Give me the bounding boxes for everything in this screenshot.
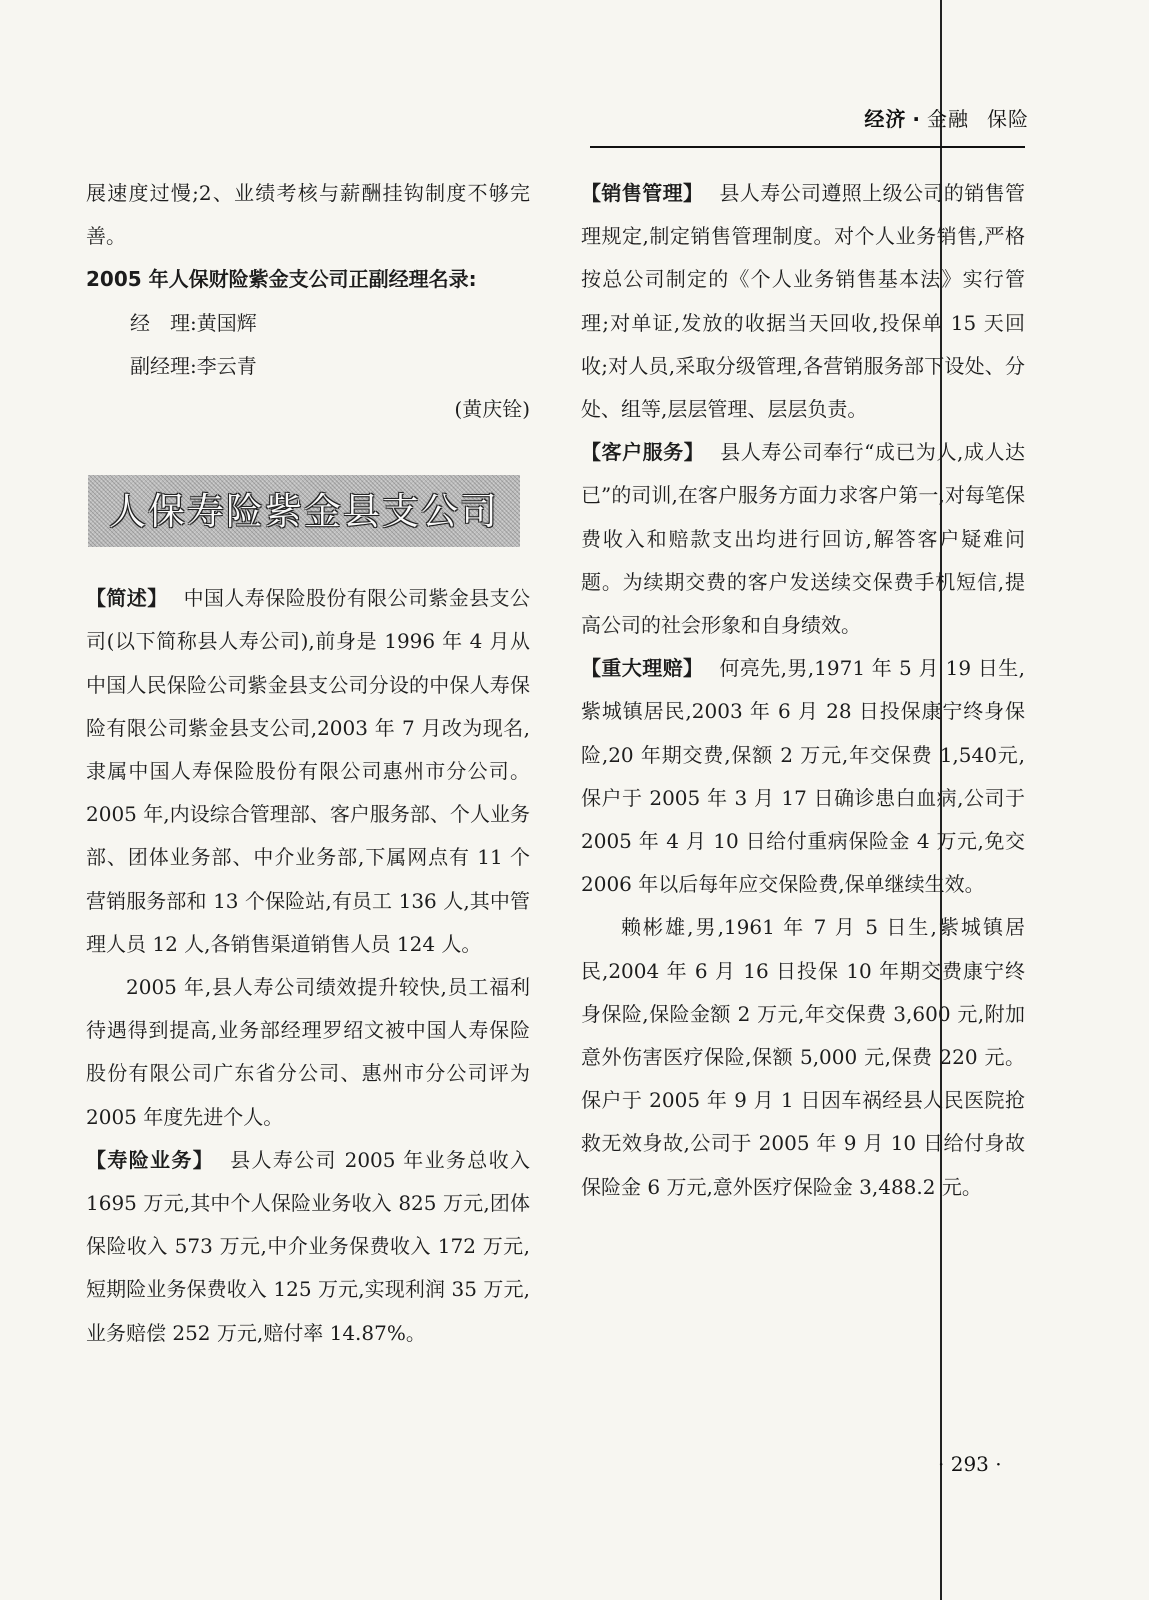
customer-service-text: 县人寿公司奉行“成已为人,成人达已”的司训,在客户服务方面力求客户第一,对每笔保费收入和赔款支出均进行回访,解答客户疑难问题。为续期交费的客户发送续交保费手机短信,提高公司的社会形象和自身绩效。	[581, 440, 1025, 638]
overview-paragraph	[86, 577, 530, 966]
major-claims-paragraph	[581, 647, 1025, 906]
header-rule	[590, 146, 1025, 148]
major-claims-paragraph-2: 赖彬雄,男,1961 年 7 月 5 日生,紫城镇居民,2004 年 6 月 16 日投保 10 年期交费康宁终身保险,保险金额 2 万元,年交保费 3,600 元,附加意外伤害医疗保险,保额 5,000 元,保费 220 元。保户于 2005 年 9 月 1 日因车祸经县人民医院抢救无效身故,公司于 2005 年 9 月 10 日给付身故保险金 6 万元,意外医疗保险金 3,488.2 元。	[581, 915, 1025, 1199]
life-business-text: 县人寿公司 2005 年业务总收入 1695 万元,其中个人保险业务收入 825 万元,团体保险收入 573 万元,中介业务保费收入 172 万元,短期险业务保费收入 125 万元,实现利润 35 万元,业务赔偿 252 万元,赔付率 14.87%。	[86, 1147, 530, 1345]
header-category-economy: 经济	[864, 107, 907, 131]
left-column	[86, 172, 530, 1355]
page-number: · 293 ·	[938, 1452, 1002, 1476]
section-banner-title: 人保寿险紫金县支公司	[109, 489, 499, 533]
sales-management-tag: 【销售管理】	[581, 181, 704, 205]
header-dot: ·	[912, 107, 921, 131]
running-header	[864, 103, 1029, 132]
life-business-tag: 【寿险业务】	[86, 1147, 215, 1172]
paragraph-continued: 展速度过慢;2、业绩考核与薪酬挂钩制度不够完善。	[86, 181, 530, 249]
overview-text: 中国人寿保险股份有限公司紫金县支公司(以下简称县人寿公司),前身是 1996 年 4 月从中国人民保险公司紫金县支公司分设的中保人寿保险有限公司紫金县支公司,2003 年 7 月改为现名,隶属中国人寿保险股份有限公司惠州市分公司。2005 年,内设综合管理部、客户服务部、个人业务部、团体业务部、中介业务部,下属网点有 11 个营销服务部和 13 个保险站,有员工 136 人,其中管理人员 12 人,各销售渠道销售人员 124 人。	[86, 586, 531, 956]
section-banner	[88, 475, 520, 547]
customer-service-paragraph	[581, 431, 1025, 647]
deputy-manager-name: 副经理:李云青	[130, 353, 257, 378]
customer-service-tag: 【客户服务】	[581, 440, 705, 465]
overview-tag: 【简述】	[86, 586, 168, 611]
major-claims-text: 何亮先,男,1971 年 5 月 19 日生,紫城镇居民,2003 年 6 月 28 日投保康宁终身保险,20 年期交费,保额 2 万元,年交保费 1,540元,保户于 2005 年 3 月 17 日确诊患白血病,公司于 2005 年 4 月 10 日给付重病保险金 4 万元,免交 2006 年以后每年应交保险费,保单继续生效。	[581, 656, 1025, 897]
life-business-paragraph	[86, 1139, 530, 1355]
major-claims-tag: 【重大理赔】	[581, 656, 704, 681]
achievements-paragraph: 2005 年,县人寿公司绩效提升较快,员工福利待遇得到提高,业务部经理罗绍文被中国人寿保险股份有限公司广东省分公司、惠州市分公司评为 2005 年度先进个人。	[86, 975, 530, 1129]
header-category-finance: 金融	[927, 107, 969, 131]
sales-management-paragraph	[581, 172, 1025, 431]
author-credit: (黄庆铨)	[454, 397, 530, 422]
right-column	[581, 172, 1025, 1209]
sales-management-text: 县人寿公司遵照上级公司的销售管理规定,制定销售管理制度。对个人业务销售,严格按总公司制定的《个人业务销售基本法》实行管理;对单证,发放的收据当天回收,投保单 15 天回收;对人员,采取分级管理,各营销服务部下设处、分处、组等,层层管理、层层负责。	[581, 181, 1026, 422]
managers-list-title: 2005 年人保财险紫金支公司正副经理名录:	[86, 267, 477, 292]
header-section-insurance: 保险	[987, 107, 1029, 131]
manager-name: 经 理:黄国辉	[130, 310, 257, 335]
